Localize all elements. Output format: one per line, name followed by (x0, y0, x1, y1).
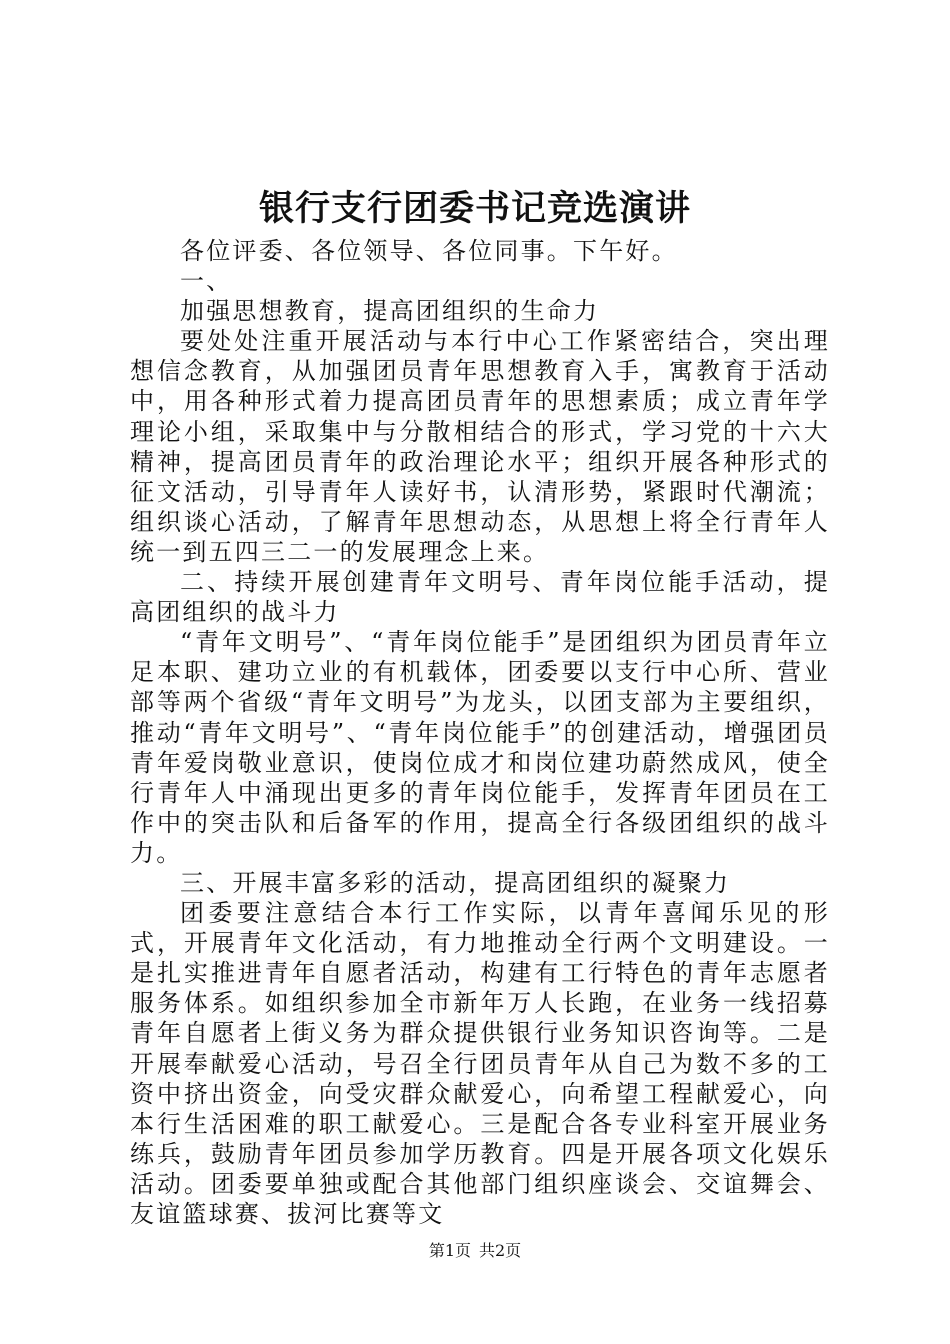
document-title: 银行支行团委书记竞选演讲 (258, 188, 691, 229)
paragraph-section-three-body: 团委要注意结合本行工作实际，以青年喜闻乐见的形式，开展青年文化活动，有力地推动全行两个文明建设。一是扎实推进青年自愿者活动，构建有工行特色的青年志愿者服务体系。如组织参加全市新年万人长跑，在业务一线招募青年自愿者上街义务为群众提供银行业务知识咨询等。二是开展奉献爱心活动，号召全行团员青年从自己为数不多的工资中挤出资金，向受灾群众献爱心，向希望工程献爱心，向本行生活困难的职工献爱心。三是配合各专业科室开展业务练兵，鼓励青年团员参加学历教育。四是开展各项文化娱乐活动。团委要单独或配合其他部门组织座谈会、交谊舞会、友谊篮球赛、拔河比赛等文 (130, 899, 830, 1228)
paragraph-section-one-body: 要处处注重开展活动与本行中心工作紧密结合，突出理想信念教育，从加强团员青年思想教育入手，寓教育于活动中，用各种形式着力提高团员青年的思想素质；成立青年学理论小组，采取集中与分散相结合的形式，学习党的十六大精神，提高团员青年的政治理论水平；组织开展各种形式的征文活动，引导青年人读好书，认清形势，紧跟时代潮流；组织谈心活动，了解青年思想动态，从思想上将全行青年人统一到五四三二一的发展理念上来。 (130, 327, 830, 566)
paragraph-section-one-number: 一、 (180, 267, 233, 296)
page-number-total: 共2页 (479, 1241, 522, 1260)
paragraph-section-three-heading: 三、开展丰富多彩的活动，提高团组织的凝聚力 (180, 868, 731, 897)
page-footer (0, 1240, 950, 1262)
page-number-current: 第1页 (428, 1241, 471, 1260)
paragraph-section-two-body: “青年文明号”、“青年岗位能手”是团组织为团员青年立足本职、建功立业的有机载体，团委要以支行中心所、营业部等两个省级“青年文明号”为龙头，以团支部为主要组织，推动“青年文明号”、“青年岗位能手”的创建活动，增强团员青年爱岗敬业意识，使岗位成才和岗位建功蔚然成风，使全行青年人中涌现出更多的青年岗位能手，发挥青年团员在工作中的突击队和后备军的作用，提高全行各级团组织的战斗力。 (130, 628, 830, 867)
paragraph-section-two-heading: 二、持续开展创建青年文明号、青年岗位能手活动，提高团组织的战斗力 (130, 568, 830, 627)
paragraph-greeting: 各位评委、各位领导、各位同事。下午好。 (180, 237, 678, 265)
paragraph-section-one-heading: 加强思想教育，提高团组织的生命力 (180, 297, 600, 326)
document-body (130, 236, 830, 1229)
